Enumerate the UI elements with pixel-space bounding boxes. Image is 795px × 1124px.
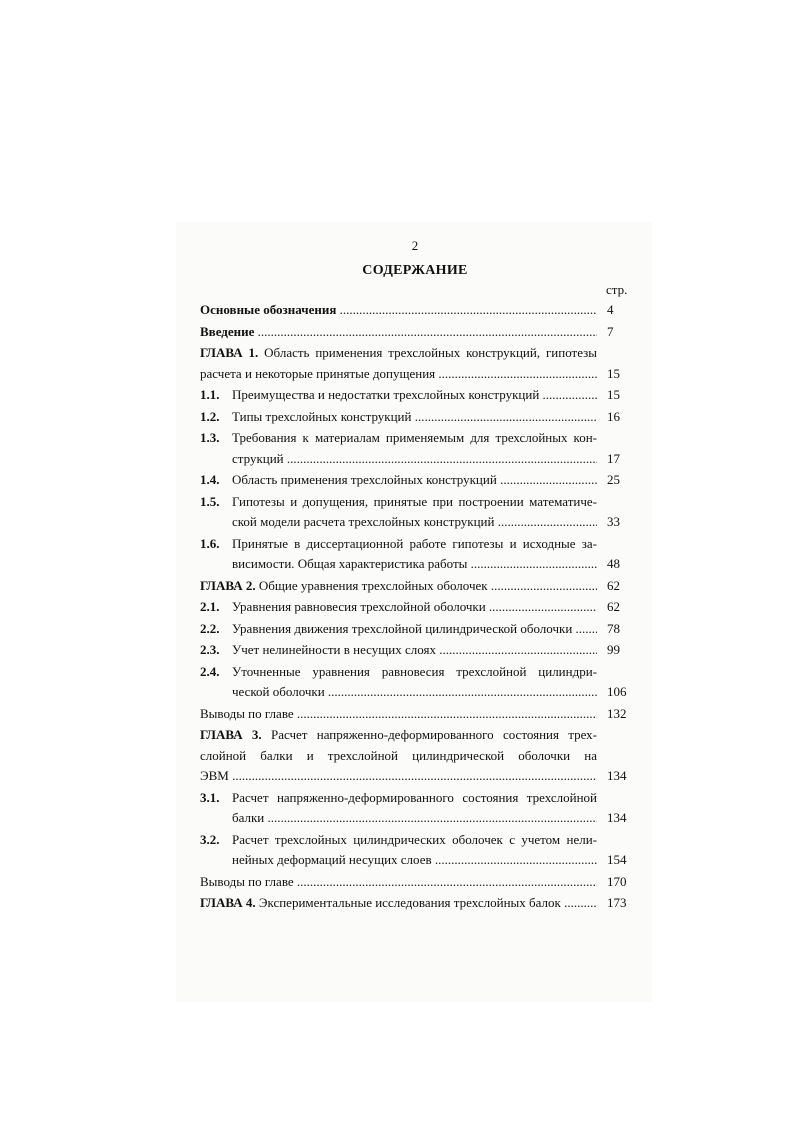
toc-entry-label: слойной балки и трехслойной цилиндрической оболочки на <box>200 747 597 763</box>
toc-entry <box>200 619 630 640</box>
toc-entry-continuation <box>200 682 630 703</box>
toc-entry-label: Уравнения движения трехслойной цилиндрической оболочки ..... <box>232 619 597 640</box>
toc-entry-label: ЭВМ ..... <box>200 766 597 787</box>
toc-entry-number: 1.1. <box>200 387 220 402</box>
toc-entry-label: Уравнения равновесия трехслойной оболочки ..... <box>232 597 597 618</box>
toc-entry-page: 173 <box>607 895 627 910</box>
toc-entry-continuation <box>200 808 630 829</box>
toc-entry-number: 1.5. <box>200 493 220 509</box>
toc-entry-label: ческой оболочки ..... <box>232 682 597 703</box>
page-column-label: стр. <box>606 282 628 297</box>
toc-entry-number: 3.1. <box>200 789 220 805</box>
toc-entry-label: Учет нелинейности в несущих слоях ..... <box>232 640 597 661</box>
toc-entry-page: 78 <box>607 620 620 636</box>
toc-entry-page: 134 <box>607 810 627 825</box>
toc-entry-page: 15 <box>607 365 620 381</box>
toc-entry <box>200 788 630 809</box>
table-of-contents <box>200 300 630 914</box>
toc-entry-label: ГЛАВА 4. Экспериментальные исследования трехслойных балок ..... <box>200 893 597 914</box>
toc-entry-page: 15 <box>607 387 620 402</box>
toc-entry-page: 33 <box>607 514 620 529</box>
toc-entry <box>200 407 630 428</box>
toc-entry-number: 1.2. <box>200 408 220 424</box>
toc-entry <box>200 428 630 449</box>
toc-entry-page: 106 <box>607 684 627 699</box>
toc-entry-label: нейных деформаций несущих слоев ..... <box>232 850 597 871</box>
toc-entry-continuation <box>200 554 630 575</box>
toc-entry-page: 134 <box>607 768 627 783</box>
toc-entry <box>200 640 630 661</box>
toc-entry-number: 3.2. <box>200 831 220 847</box>
toc-entry-number: 2.1. <box>200 599 220 614</box>
toc-entry-label: Принятые в диссертационной работе гипотезы и исходные за- <box>232 535 597 551</box>
toc-entry-page: 16 <box>607 408 620 424</box>
toc-entry-continuation <box>200 364 630 385</box>
toc-entry-number: 2.2. <box>200 620 220 636</box>
toc-entry-page: 62 <box>607 577 620 593</box>
toc-entry-page: 170 <box>607 873 627 889</box>
toc-entry-page: 7 <box>607 323 614 339</box>
toc-entry <box>200 597 630 618</box>
toc-entry-number: 1.6. <box>200 535 220 551</box>
toc-entry-label: Типы трехслойных конструкций ..... <box>232 407 597 428</box>
toc-entry-number: 1.4. <box>200 472 220 487</box>
toc-entry-label: Основные обозначения ..... <box>200 300 597 321</box>
toc-entry-label: Выводы по главе ..... <box>200 872 597 893</box>
toc-entry-page: 17 <box>607 450 620 466</box>
toc-entry-continuation <box>200 746 630 767</box>
toc-entry-label: Гипотезы и допущения, принятые при построении математиче- <box>232 493 597 509</box>
toc-chapter <box>200 576 630 597</box>
toc-entry <box>200 492 630 513</box>
toc-entry <box>200 872 630 893</box>
toc-entry-page: 48 <box>607 556 620 571</box>
toc-entry <box>200 385 630 406</box>
toc-entry-page: 154 <box>607 852 627 867</box>
toc-entry-page: 25 <box>607 472 620 487</box>
toc-entry-label: Уточненные уравнения равновесия трехслойной цилиндри- <box>232 663 597 679</box>
toc-entry-continuation <box>200 512 630 533</box>
page-title: СОДЕРЖАНИЕ <box>362 263 468 278</box>
toc-entry-number: 1.3. <box>200 430 220 445</box>
toc-chapter <box>200 725 630 746</box>
toc-entry-label: Требования к материалам применяемым для трехслойных кон- <box>232 430 597 445</box>
toc-entry-label: Расчет напряженно-деформированного состояния трехслойной <box>232 789 597 805</box>
toc-entry-label: Выводы по главе ..... <box>200 704 597 725</box>
toc-chapter <box>200 343 630 364</box>
toc-entry-continuation <box>200 766 630 787</box>
toc-entry <box>200 470 630 491</box>
toc-entry-page: 132 <box>607 705 627 721</box>
toc-entry <box>200 662 630 683</box>
toc-entry <box>200 704 630 725</box>
toc-entry-page: 62 <box>607 599 620 614</box>
toc-entry-number: 2.3. <box>200 642 220 657</box>
toc-entry-label: Расчет трехслойных цилиндрических оболочек с учетом нели- <box>232 831 597 847</box>
toc-chapter <box>200 893 630 914</box>
toc-entry <box>200 300 630 321</box>
page-number: 2 <box>411 238 419 253</box>
toc-entry-label: Область применения трехслойных конструкций ..... <box>232 470 597 491</box>
toc-entry <box>200 534 630 555</box>
toc-entry <box>200 322 630 343</box>
toc-entry-label: Преимущества и недостатки трехслойных конструкций ..... <box>232 385 597 406</box>
toc-entry-label: Введение ..... <box>200 322 597 343</box>
toc-entry-continuation <box>200 850 630 871</box>
toc-entry-page: 4 <box>607 302 614 317</box>
toc-entry-label: ГЛАВА 3. Расчет напряженно-деформированного состояния трех- <box>200 727 597 742</box>
toc-entry-label: висимости. Общая характеристика работы ..... <box>232 554 597 575</box>
toc-entry-label: расчета и некоторые принятые допущения ..... <box>200 364 597 385</box>
toc-entry <box>200 830 630 851</box>
toc-entry-label: балки ..... <box>232 808 597 829</box>
toc-entry-continuation <box>200 449 630 470</box>
toc-entry-label: ской модели расчета трехслойных конструкций ..... <box>232 512 597 533</box>
toc-entry-label: струкций ..... <box>232 449 597 470</box>
toc-entry-label: ГЛАВА 2. Общие уравнения трехслойных оболочек ..... <box>200 576 597 597</box>
toc-entry-number: 2.4. <box>200 663 220 679</box>
toc-entry-page: 99 <box>607 642 620 657</box>
toc-entry-label: ГЛАВА 1. Область применения трехслойных конструкций, гипотезы <box>200 345 597 360</box>
